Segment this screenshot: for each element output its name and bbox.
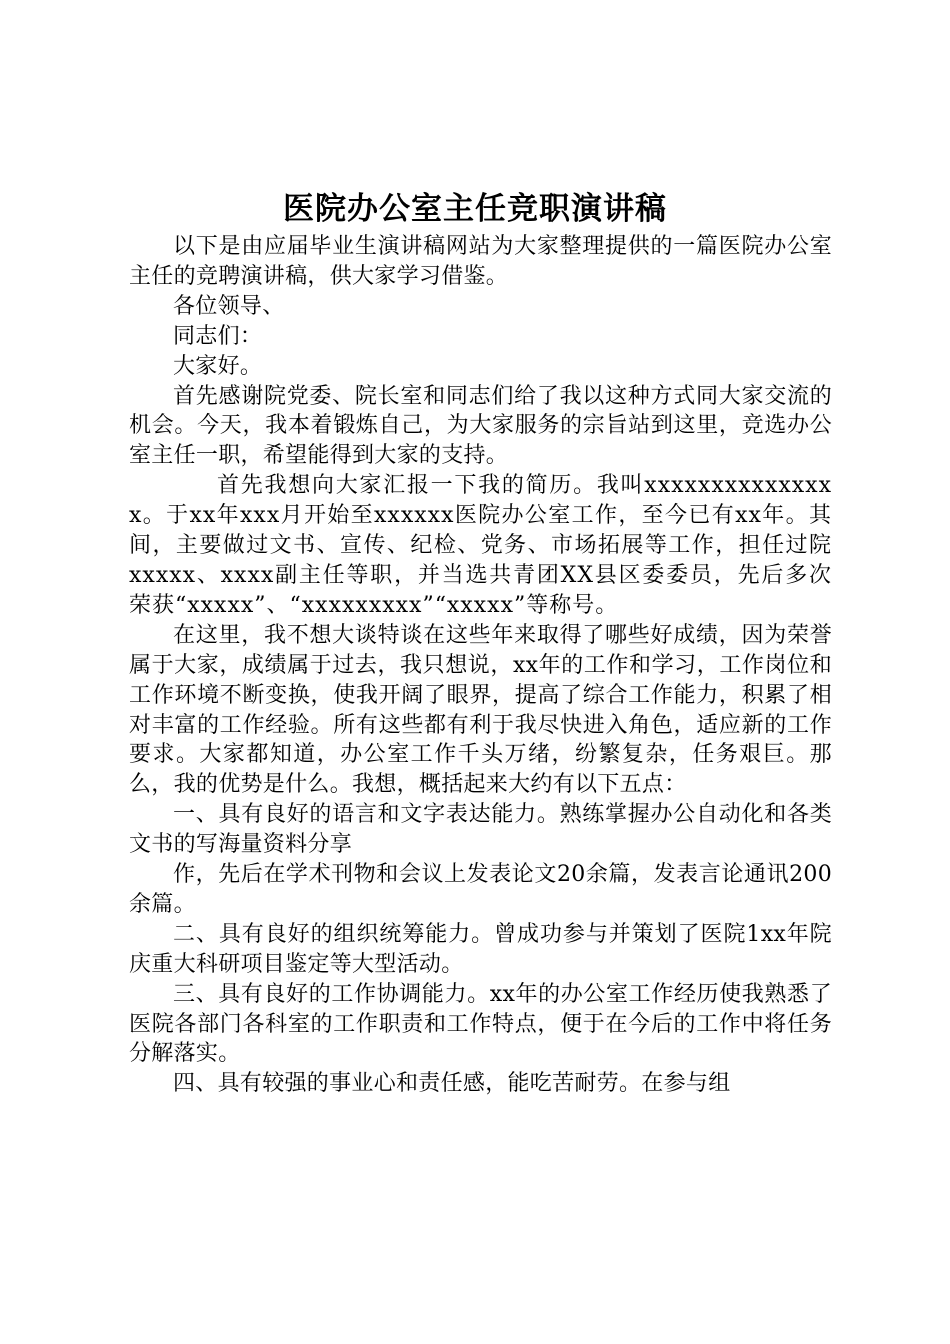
paragraph-greeting-all: 大家好。 xyxy=(173,353,263,379)
paragraph-strength-3: 三、具有良好的工作协调能力。xx年的办公室工作经历使我熟悉了医院各部门各科室的工作职责和工作特点，便于在今后的工作中将任务分解落实。 xyxy=(129,981,832,1067)
paragraph-resume: 首先我想向大家汇报一下我的简历。我叫xxxxxxxxxxxxxxx。于xx年xxx月开始至xxxxxx医院办公室工作，至今已有xx年。其间，主要做过文书、宣传、纪检、党务、市场拓展等工作，担任过院xxxxx、xxxx副主任等职，并当选共青团XX县区委委员，先后多次荣获“xxxxx”、“xxxxxxxxx”“xxxxx”等称号。 xyxy=(129,473,832,618)
paragraph-greeting-comrades: 同志们： xyxy=(173,323,263,349)
paragraph-greeting-leaders: 各位领导、 xyxy=(173,293,285,319)
document-title: 医院办公室主任竞职演讲稿 xyxy=(283,191,667,227)
paragraph-strength-2: 二、具有良好的组织统筹能力。曾成功参与并策划了医院1xx年院庆重大科研项目鉴定等大型活动。 xyxy=(129,921,832,977)
paragraph-experience: 在这里，我不想大谈特谈在这些年来取得了哪些好成绩，因为荣誉属于大家，成绩属于过去，我只想说，xx年的工作和学习，工作岗位和工作环境不断变换，使我开阔了眼界，提高了综合工作能力，积累了相对丰富的工作经验。所有这些都有利于我尽快进入角色，适应新的工作要求。大家都知道，办公室工作千头万绪，纷繁复杂，任务艰巨。那么，我的优势是什么。我想，概括起来大约有以下五点： xyxy=(129,622,832,798)
paragraph-strength-1-cont: 作，先后在学术刊物和会议上发表论文20余篇，发表言论通讯200余篇。 xyxy=(129,862,832,917)
paragraph-strength-4: 四、具有较强的事业心和责任感，能吃苦耐劳。在参与组 xyxy=(173,1071,731,1097)
paragraph-thanks: 首先感谢院党委、院长室和同志们给了我以这种方式同大家交流的机会。今天，我本着锻炼自己，为大家服务的宗旨站到这里，竞选办公室主任一职，希望能得到大家的支持。 xyxy=(129,383,832,469)
paragraph-intro: 以下是由应届毕业生演讲稿网站为大家整理提供的一篇医院办公室主任的竞聘演讲稿，供大家学习借鉴。 xyxy=(129,234,832,289)
document-body xyxy=(129,232,832,1099)
paragraph-strength-1: 一、具有良好的语言和文字表达能力。熟练掌握办公自动化和各类文书的写海量资料分享 xyxy=(129,802,832,858)
